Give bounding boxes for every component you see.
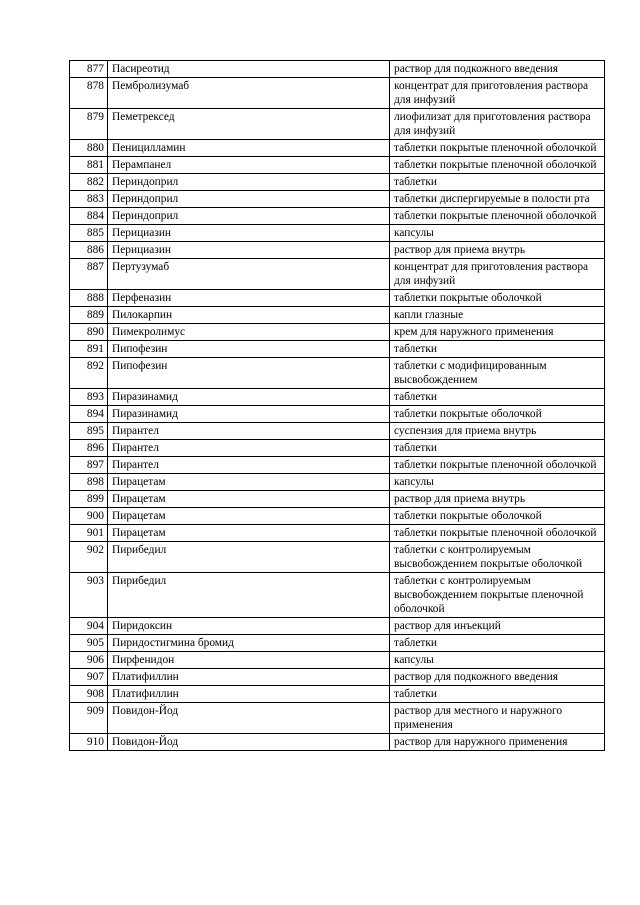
dosage-form-cell: таблетки с контролируемым высвобождением покрытые оболочкой: [390, 542, 605, 573]
drug-name-cell: Пембролизумаб: [108, 78, 390, 109]
table-row: [70, 174, 605, 191]
row-number-cell: 887: [70, 259, 108, 290]
row-number-cell: 886: [70, 242, 108, 259]
drug-name-cell: Пеметрексед: [108, 109, 390, 140]
dosage-form-cell: концентрат для приготовления раствора для инфузий: [390, 259, 605, 290]
table-row: [70, 686, 605, 703]
row-number-cell: 906: [70, 652, 108, 669]
dosage-form-cell: раствор для наружного применения: [390, 734, 605, 751]
dosage-form-cell: таблетки покрытые оболочкой: [390, 406, 605, 423]
drug-name-cell: Повидон-Йод: [108, 703, 390, 734]
row-number-cell: 897: [70, 457, 108, 474]
table-row: [70, 341, 605, 358]
drug-name-cell: Перампанел: [108, 157, 390, 174]
table-row: [70, 635, 605, 652]
table-row: [70, 440, 605, 457]
dosage-form-cell: капсулы: [390, 225, 605, 242]
row-number-cell: 896: [70, 440, 108, 457]
drug-name-cell: Пирацетам: [108, 491, 390, 508]
table-row: [70, 225, 605, 242]
table-row: [70, 358, 605, 389]
table-row: [70, 78, 605, 109]
drug-name-cell: Платифиллин: [108, 669, 390, 686]
drug-name-cell: Пипофезин: [108, 341, 390, 358]
drug-name-cell: Перициазин: [108, 242, 390, 259]
table-row: [70, 573, 605, 618]
table-row: [70, 703, 605, 734]
row-number-cell: 890: [70, 324, 108, 341]
row-number-cell: 900: [70, 508, 108, 525]
dosage-form-cell: таблетки: [390, 635, 605, 652]
dosage-form-cell: таблетки: [390, 174, 605, 191]
row-number-cell: 895: [70, 423, 108, 440]
row-number-cell: 894: [70, 406, 108, 423]
dosage-form-cell: таблетки с контролируемым высвобождением покрытые пленочной оболочкой: [390, 573, 605, 618]
row-number-cell: 881: [70, 157, 108, 174]
dosage-form-cell: таблетки покрытые пленочной оболочкой: [390, 140, 605, 157]
row-number-cell: 892: [70, 358, 108, 389]
dosage-form-cell: таблетки: [390, 686, 605, 703]
drug-name-cell: Пиридоксин: [108, 618, 390, 635]
dosage-form-cell: таблетки покрытые пленочной оболочкой: [390, 457, 605, 474]
row-number-cell: 879: [70, 109, 108, 140]
dosage-form-cell: раствор для приема внутрь: [390, 242, 605, 259]
dosage-form-cell: таблетки: [390, 341, 605, 358]
drug-name-cell: Пирацетам: [108, 525, 390, 542]
table-row: [70, 474, 605, 491]
drug-name-cell: Перфеназин: [108, 290, 390, 307]
drug-name-cell: Пирибедил: [108, 542, 390, 573]
dosage-form-cell: капли глазные: [390, 307, 605, 324]
table-row: [70, 208, 605, 225]
table-row: [70, 491, 605, 508]
dosage-form-cell: крем для наружного применения: [390, 324, 605, 341]
dosage-form-cell: капсулы: [390, 474, 605, 491]
table-row: [70, 508, 605, 525]
drug-name-cell: Пиразинамид: [108, 389, 390, 406]
drug-name-cell: Периндоприл: [108, 174, 390, 191]
table-row: [70, 406, 605, 423]
dosage-form-cell: концентрат для приготовления раствора для инфузий: [390, 78, 605, 109]
drug-name-cell: Пипофезин: [108, 358, 390, 389]
dosage-form-cell: раствор для приема внутрь: [390, 491, 605, 508]
row-number-cell: 878: [70, 78, 108, 109]
row-number-cell: 885: [70, 225, 108, 242]
dosage-form-cell: таблетки с модифицированным высвобождением: [390, 358, 605, 389]
drug-name-cell: Пимекролимус: [108, 324, 390, 341]
row-number-cell: 888: [70, 290, 108, 307]
drug-name-cell: Пеницилламин: [108, 140, 390, 157]
row-number-cell: 893: [70, 389, 108, 406]
row-number-cell: 910: [70, 734, 108, 751]
dosage-form-cell: капсулы: [390, 652, 605, 669]
table-row: [70, 61, 605, 78]
dosage-form-cell: таблетки: [390, 389, 605, 406]
dosage-form-cell: раствор для подкожного введения: [390, 61, 605, 78]
row-number-cell: 909: [70, 703, 108, 734]
table-row: [70, 290, 605, 307]
drug-name-cell: Пилокарпин: [108, 307, 390, 324]
drug-name-cell: Перициазин: [108, 225, 390, 242]
table-row: [70, 423, 605, 440]
table-row: [70, 259, 605, 290]
table-row: [70, 525, 605, 542]
row-number-cell: 901: [70, 525, 108, 542]
dosage-form-cell: таблетки покрытые пленочной оболочкой: [390, 208, 605, 225]
table-row: [70, 542, 605, 573]
row-number-cell: 883: [70, 191, 108, 208]
row-number-cell: 882: [70, 174, 108, 191]
row-number-cell: 898: [70, 474, 108, 491]
row-number-cell: 880: [70, 140, 108, 157]
row-number-cell: 908: [70, 686, 108, 703]
row-number-cell: 904: [70, 618, 108, 635]
row-number-cell: 905: [70, 635, 108, 652]
drug-list-table: [69, 60, 605, 751]
dosage-form-cell: лиофилизат для приготовления раствора для инфузий: [390, 109, 605, 140]
drug-name-cell: Пирибедил: [108, 573, 390, 618]
drug-list-body: [70, 61, 605, 751]
dosage-form-cell: раствор для местного и наружного применения: [390, 703, 605, 734]
drug-name-cell: Повидон-Йод: [108, 734, 390, 751]
row-number-cell: 877: [70, 61, 108, 78]
drug-name-cell: Пирацетам: [108, 508, 390, 525]
table-row: [70, 307, 605, 324]
drug-name-cell: Пиразинамид: [108, 406, 390, 423]
drug-name-cell: Пасиреотид: [108, 61, 390, 78]
drug-name-cell: Пирантел: [108, 423, 390, 440]
dosage-form-cell: таблетки диспергируемые в полости рта: [390, 191, 605, 208]
table-row: [70, 242, 605, 259]
table-row: [70, 652, 605, 669]
dosage-form-cell: суспензия для приема внутрь: [390, 423, 605, 440]
row-number-cell: 884: [70, 208, 108, 225]
table-row: [70, 109, 605, 140]
dosage-form-cell: таблетки покрытые пленочной оболочкой: [390, 157, 605, 174]
drug-name-cell: Периндоприл: [108, 191, 390, 208]
drug-name-cell: Пирантел: [108, 440, 390, 457]
dosage-form-cell: таблетки: [390, 440, 605, 457]
drug-name-cell: Пирантел: [108, 457, 390, 474]
row-number-cell: 907: [70, 669, 108, 686]
drug-name-cell: Периндоприл: [108, 208, 390, 225]
dosage-form-cell: таблетки покрытые оболочкой: [390, 508, 605, 525]
row-number-cell: 903: [70, 573, 108, 618]
table-row: [70, 618, 605, 635]
drug-name-cell: Пирфенидон: [108, 652, 390, 669]
row-number-cell: 889: [70, 307, 108, 324]
row-number-cell: 891: [70, 341, 108, 358]
drug-name-cell: Пертузумаб: [108, 259, 390, 290]
row-number-cell: 899: [70, 491, 108, 508]
dosage-form-cell: раствор для подкожного введения: [390, 669, 605, 686]
dosage-form-cell: раствор для инъекций: [390, 618, 605, 635]
table-row: [70, 669, 605, 686]
dosage-form-cell: таблетки покрытые пленочной оболочкой: [390, 525, 605, 542]
table-row: [70, 157, 605, 174]
table-row: [70, 324, 605, 341]
drug-name-cell: Пирацетам: [108, 474, 390, 491]
table-row: [70, 734, 605, 751]
table-row: [70, 191, 605, 208]
table-row: [70, 389, 605, 406]
row-number-cell: 902: [70, 542, 108, 573]
drug-name-cell: Платифиллин: [108, 686, 390, 703]
drug-name-cell: Пиридостигмина бромид: [108, 635, 390, 652]
table-row: [70, 140, 605, 157]
table-row: [70, 457, 605, 474]
dosage-form-cell: таблетки покрытые оболочкой: [390, 290, 605, 307]
